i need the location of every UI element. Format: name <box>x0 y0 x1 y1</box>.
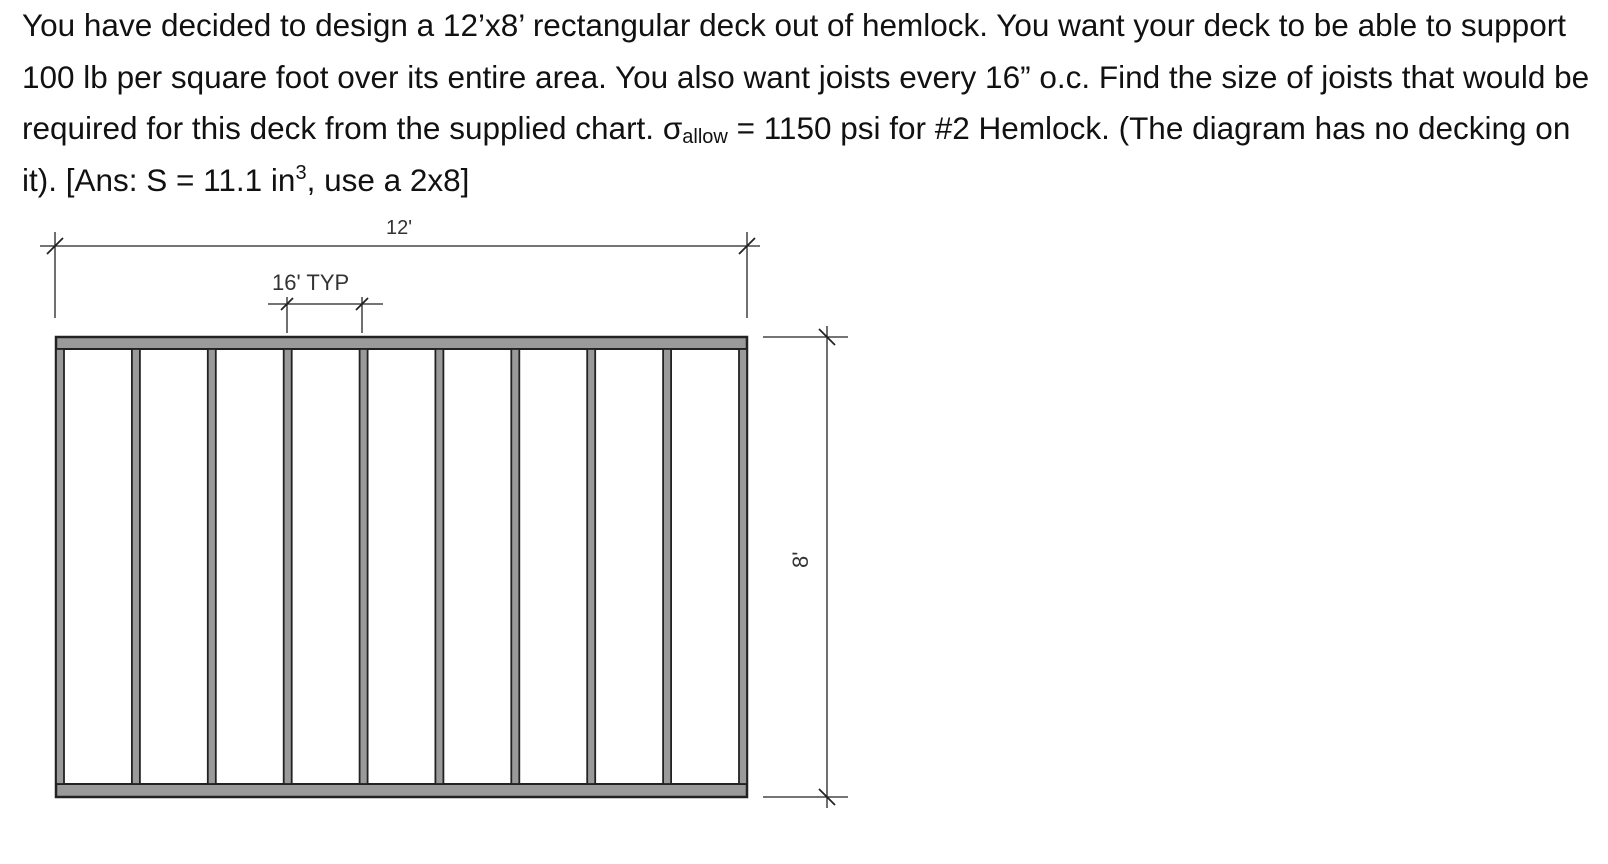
deck-frame <box>56 337 747 797</box>
problem-text-part2: = 1150 psi for #2 Hemlock. (The diagram has no decking on it). [Ans: S = 11.1 in <box>22 110 1571 198</box>
joist <box>739 349 747 784</box>
width-dimension <box>40 232 760 318</box>
cubic-superscript: 3 <box>295 161 307 184</box>
joist <box>360 349 368 784</box>
problem-text-part3: , use a 2x8] <box>306 161 470 198</box>
height-label: 8' <box>788 551 813 568</box>
joist <box>56 349 64 784</box>
joist <box>511 349 519 784</box>
joist <box>284 349 292 784</box>
rim-board-bottom <box>56 784 747 797</box>
problem-text-part1: You have decided to design a 12’x8’ rectangular deck out of hemlock. You want your deck to be able to support 100 lb per square foot over its entire area. You also want joists every 16” o.c. Find the size of joists that would be required for this deck from the supplied chart. σ <box>22 7 1590 146</box>
spacing-dimension <box>268 297 383 333</box>
sigma-subscript: allow <box>682 126 728 148</box>
joist <box>208 349 216 784</box>
spacing-label: 16' TYP <box>272 270 350 295</box>
joist <box>132 349 140 784</box>
deck-outline <box>56 337 747 797</box>
joist <box>587 349 595 784</box>
joist <box>435 349 443 784</box>
width-label: 12' <box>386 217 413 239</box>
rim-board-top <box>56 337 747 349</box>
joist <box>663 349 671 784</box>
